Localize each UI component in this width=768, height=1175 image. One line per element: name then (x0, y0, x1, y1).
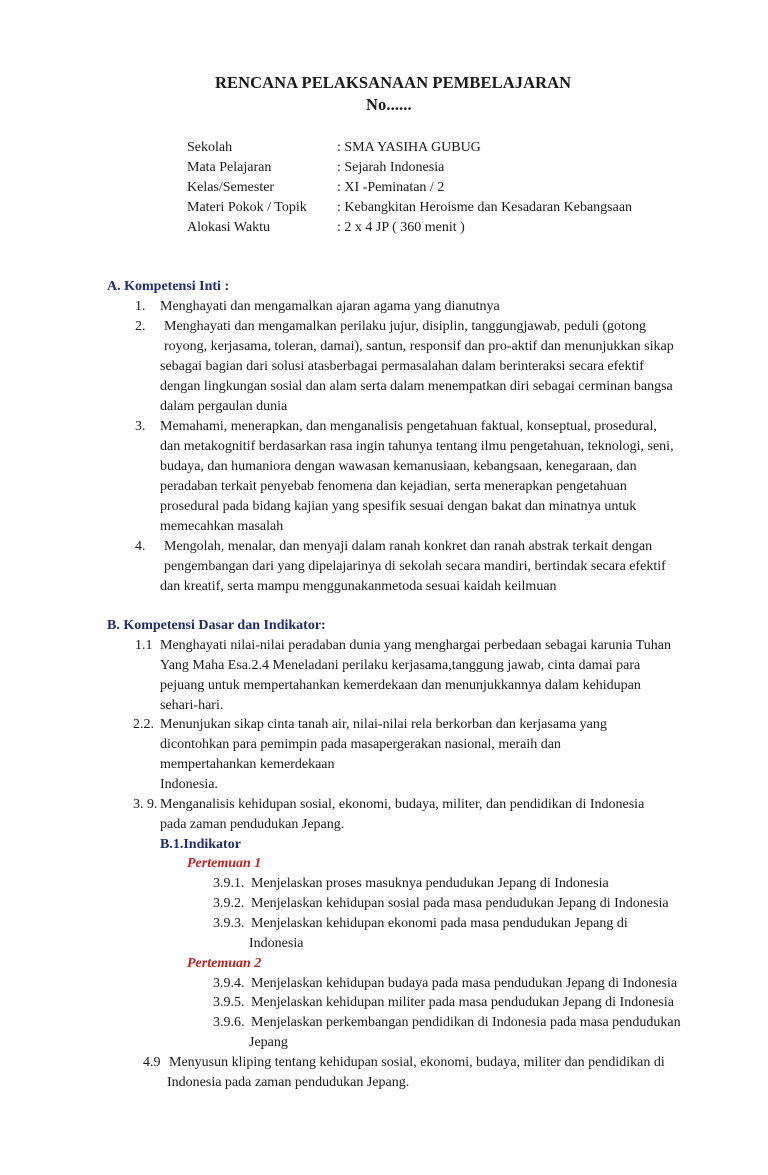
indicator-number: 3.9.4. (213, 976, 245, 991)
list-item-text: sebagai bagian dari solusi atasberbagai permasalahan dalam berinteraksi secara efektif (160, 359, 644, 374)
identity-value: : XI -Peminatan / 2 (337, 180, 445, 195)
indikator-heading: B.1.Indikator (160, 837, 241, 852)
list-item-text: pejuang untuk mempertahankan kemerdekaan dan menunjukkannya dalam kehidupan (160, 678, 641, 693)
meeting-label: Pertemuan 1 (187, 856, 262, 871)
meeting-label: Pertemuan 2 (187, 956, 262, 971)
list-item-text: Menghayati dan mengamalkan ajaran agama yang dianutnya (160, 299, 500, 314)
list-item-text: dengan lingkungan sosial dan alam serta dalam menempatkan diri sebagai cerminan bangsa (160, 379, 673, 394)
list-item-text: Yang Maha Esa.2.4 Meneladani perilaku kerjasama,tanggung jawab, cinta damai para (160, 658, 641, 673)
list-item-number: 2.2. (133, 717, 154, 732)
list-item-text: pada zaman pendudukan Jepang. (160, 817, 345, 832)
list-item-text: Indonesia. (160, 777, 218, 792)
list-item-text: Menganalisis kehidupan sosial, ekonomi, budaya, militer, dan pendidikan di Indonesia (160, 797, 645, 812)
section-heading-ki: A. Kompetensi Inti : (107, 279, 230, 294)
identity-value: : Kebangkitan Heroisme dan Kesadaran Kebangsaan (337, 200, 633, 215)
indicator-text: Menjelaskan perkembangan pendidikan di Indonesia pada masa pendudukan (251, 1015, 681, 1030)
list-item-number: 1. (135, 299, 146, 314)
indicator-number: 3.9.2. (213, 896, 245, 911)
identity-value: : Sejarah Indonesia (337, 160, 445, 175)
list-item-text: dalam pergaulan dunia (160, 399, 288, 414)
identity-label: Materi Pokok / Topik (187, 200, 307, 215)
list-item-number: 2. (135, 319, 146, 334)
list-item-text: Menghayati dan mengamalkan perilaku jujur, disiplin, tanggungjawab, peduli (gotong (164, 319, 646, 334)
indicator-text: Jepang (249, 1035, 288, 1050)
list-item-text: Mengolah, menalar, dan menyaji dalam ranah konkret dan ranah abstrak terkait dengan (164, 539, 653, 554)
list-item-text: pengembangan dari yang dipelajarinya di sekolah secara mandiri, bertindak secara efektif (164, 559, 666, 574)
indicator-text: Indonesia (249, 936, 304, 951)
list-item-text: prosedural pada bidang kajian yang spesifik sesuai dengan bakat dan minatnya untuk (160, 499, 637, 514)
indicator-text: Menjelaskan kehidupan militer pada masa pendudukan Jepang di Indonesia (251, 995, 674, 1010)
document-number: No...... (366, 95, 412, 114)
list-item-text: dan metakognitif berdasarkan rasa ingin tahunya tentang ilmu pengetahuan, teknologi, seni, (160, 439, 674, 454)
list-item-text: mempertahankan kemerdekaan (160, 757, 335, 772)
list-item-text: budaya, dan humaniora dengan wawasan kemanusiaan, kebangsaan, kenegaraan, dan (160, 459, 637, 474)
list-item-text: peradaban terkait penyebab fenomena dan kejadian, serta menerapkan pengetahuan (160, 479, 627, 494)
list-item-text: Memahami, menerapkan, dan menganalisis pengetahuan faktual, konseptual, prosedural, (160, 419, 657, 434)
identity-value: : 2 x 4 JP ( 360 menit ) (337, 220, 465, 235)
list-item-text: Menyusun kliping tentang kehidupan sosial, ekonomi, budaya, militer dan pendidikan di (169, 1055, 665, 1070)
list-item-text: royong, kerjasama, toleran, damai), santun, responsif dan pro-aktif dan menunjukkan sikap (164, 339, 674, 354)
identity-label: Kelas/Semester (187, 180, 275, 195)
list-item-number: 3. 9. (133, 797, 158, 812)
list-item-number: 4. (135, 539, 146, 554)
list-item-text: Indonesia pada zaman pendudukan Jepang. (167, 1075, 410, 1090)
list-item-text: Menunjukan sikap cinta tanah air, nilai-nilai rela berkorban dan kerjasama yang (160, 717, 607, 732)
list-item-text: sehari-hari. (160, 698, 224, 713)
list-item-number: 1.1 (135, 638, 153, 653)
identity-value: : SMA YASIHA GUBUG (337, 140, 481, 155)
document-title: RENCANA PELAKSANAAN PEMBELAJARAN (215, 73, 572, 92)
indicator-number: 3.9.5. (213, 995, 245, 1010)
indicator-text: Menjelaskan kehidupan budaya pada masa pendudukan Jepang di Indonesia (251, 976, 678, 991)
indicator-text: Menjelaskan kehidupan ekonomi pada masa pendudukan Jepang di (251, 916, 628, 931)
indicator-number: 3.9.3. (213, 916, 245, 931)
list-item-text: dicontohkan para pemimpin pada masapergerakan nasional, meraih dan (160, 737, 561, 752)
indicator-number: 3.9.6. (213, 1015, 245, 1030)
list-item-number: 4.9 (143, 1055, 161, 1070)
list-item-text: memecahkan masalah (160, 519, 284, 534)
list-item-text: dan kreatif, serta mampu menggunakanmetoda sesuai kaidah keilmuan (160, 579, 557, 594)
list-item-text: Menghayati nilai-nilai peradaban dunia yang menghargai perbedaan sebagai karunia Tuhan (160, 638, 671, 653)
indicator-text: Menjelaskan proses masuknya pendudukan Jepang di Indonesia (251, 876, 609, 891)
section-heading-kd: B. Kompetensi Dasar dan Indikator: (107, 618, 326, 633)
indicator-text: Menjelaskan kehidupan sosial pada masa pendudukan Jepang di Indonesia (251, 896, 669, 911)
identity-label: Alokasi Waktu (187, 220, 270, 235)
identity-label: Sekolah (187, 140, 233, 155)
identity-label: Mata Pelajaran (187, 160, 272, 175)
list-item-number: 3. (135, 419, 146, 434)
indicator-number: 3.9.1. (213, 876, 245, 891)
